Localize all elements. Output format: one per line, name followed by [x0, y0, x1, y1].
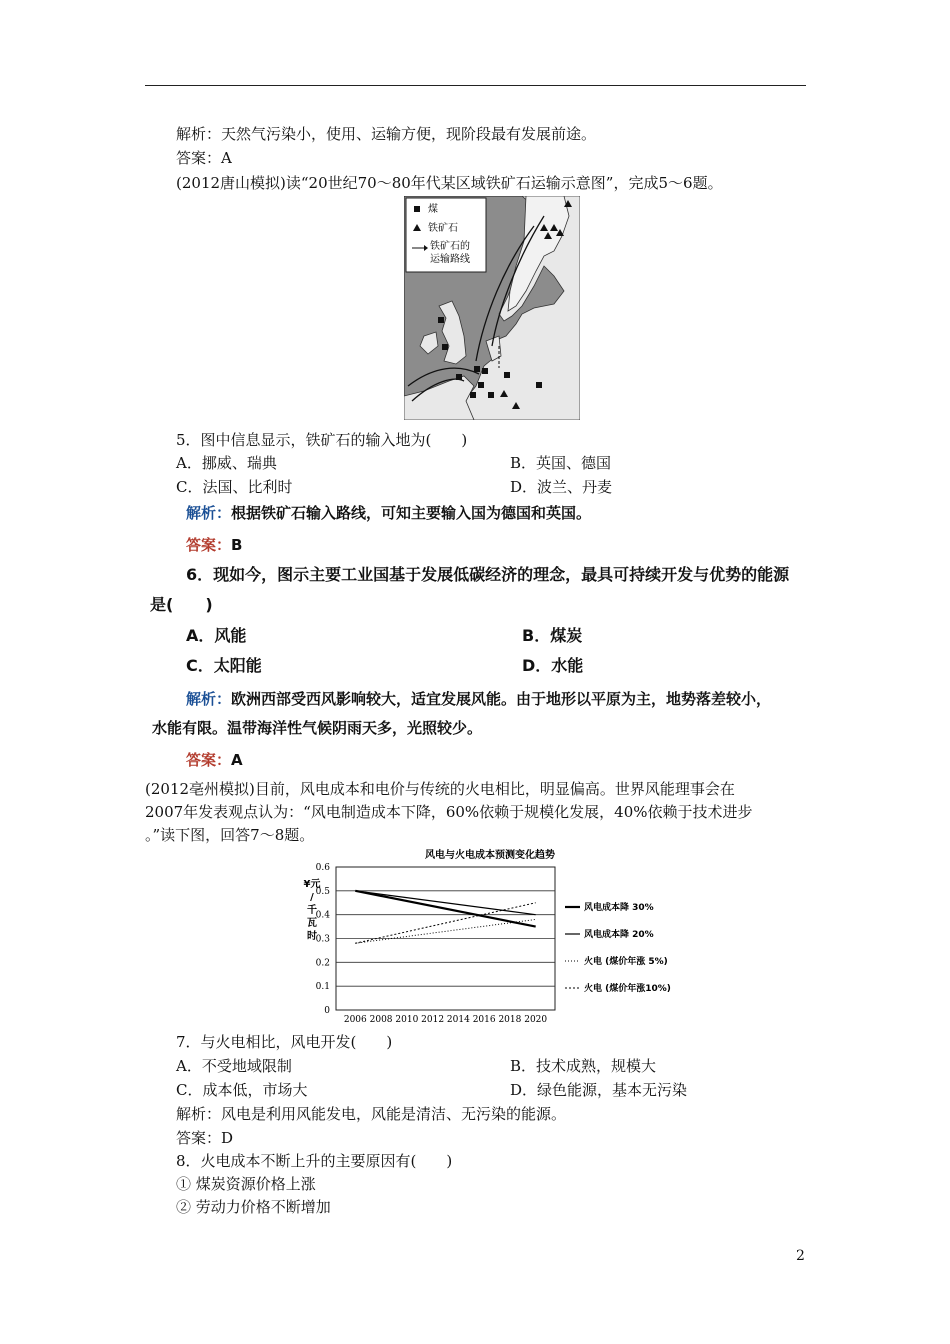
intro-q5-6: (2012唐山模拟)读“20世纪70～80年代某区域铁矿石运输示意图”，完成5～6题。: [176, 174, 723, 192]
question-5: 5．图中信息显示，铁矿石的输入地为( ): [176, 431, 468, 449]
y-label-char: 瓦: [307, 918, 317, 929]
q5-option-a: A．挪威、瑞典: [176, 454, 277, 472]
legend-label: 风电成本降 30%: [584, 903, 654, 913]
coal-marker: [536, 382, 542, 388]
y-label-char: 时: [307, 931, 317, 942]
coal-marker: [478, 382, 484, 388]
chart-title: 风电与火电成本预测变化趋势: [425, 850, 555, 861]
q5-explanation: [186, 503, 591, 523]
y-tick-label: 0.3: [315, 934, 330, 945]
y-tick-label: 0.4: [315, 910, 330, 921]
explanation-label: 解析：: [186, 690, 232, 708]
answer-label: 答案：: [186, 751, 232, 769]
answer-line: 答案：A: [176, 149, 232, 167]
explanation-label: 解析：: [186, 504, 232, 522]
y-tick-label: 0.6: [315, 863, 330, 873]
wind-vs-thermal-chart: [300, 845, 695, 1030]
legend-iron: 铁矿石: [428, 223, 458, 234]
chart-grid: [336, 867, 555, 1010]
coal-marker: [438, 317, 444, 323]
q6-option-c: C．太阳能: [186, 656, 262, 675]
q6-answer: [186, 750, 243, 770]
intro-q7-8-line3: 。”读下图，回答7～8题。: [145, 826, 315, 844]
y-tick-label: 0.5: [315, 886, 330, 897]
question-6-line1: 6．现如今，图示主要工业国基于发展低碳经济的理念，最具可持续开发与优势的能源: [186, 565, 790, 584]
q7-answer: 答案：D: [176, 1129, 234, 1147]
q6-answer-value: A: [231, 751, 243, 769]
x-tick-label: 2010: [395, 1015, 419, 1025]
x-tick-label: 2012: [421, 1015, 445, 1025]
q5-answer-value: B: [231, 536, 243, 554]
x-tick-label: 2014: [446, 1015, 470, 1025]
coal-marker: [470, 392, 476, 398]
q6-explanation-line2: 水能有限。温带海洋性气候阴雨天多，光照较少。: [152, 719, 483, 737]
legend-label: 火电 (煤价年涨10%): [584, 984, 671, 994]
q7-option-d: D．绿色能源，基本无污染: [510, 1081, 688, 1099]
question-8: 8．火电成本不断上升的主要原因有( ): [176, 1152, 453, 1170]
y-label-char: ¥元: [303, 879, 321, 890]
y-tick-label: 0.1: [315, 982, 330, 993]
legend-route-1: 铁矿石的: [430, 241, 470, 252]
series-line: [355, 891, 535, 915]
y-tick-label: 0: [324, 1006, 330, 1016]
question-6-line2: 是( ): [150, 595, 213, 614]
q7-option-a: A．不受地域限制: [176, 1057, 292, 1075]
legend-coal: 煤: [428, 204, 438, 215]
page-number: 2: [796, 1248, 805, 1264]
chart-xticks: [344, 1015, 548, 1025]
x-tick-label: 2018: [498, 1015, 522, 1025]
coal-marker: [456, 374, 462, 380]
coal-marker: [474, 366, 480, 372]
header-rule: [145, 85, 806, 86]
q5-option-b: B．英国、德国: [510, 454, 612, 472]
legend-label: 火电 (煤价年涨 5%): [584, 957, 668, 967]
q6-option-a: A．风能: [186, 626, 247, 645]
q6-explanation-text1: 欧洲西部受西风影响较大，适宜发展风能。由于地形以平原为主，地势落差较小，: [231, 690, 772, 708]
coal-marker: [482, 368, 488, 374]
q6-option-b: B．煤炭: [522, 626, 583, 645]
q7-option-c: C．成本低，市场大: [176, 1081, 308, 1099]
q7-option-b: B．技术成熟，规模大: [510, 1057, 657, 1075]
chart-series: [355, 891, 535, 943]
q5-explanation-text: 根据铁矿石输入路线，可知主要输入国为德国和英国。: [231, 504, 592, 522]
q6-explanation-line1: [186, 689, 771, 709]
coal-marker: [504, 372, 510, 378]
x-tick-label: 2006: [343, 1015, 367, 1025]
chart-yticks: [316, 863, 331, 1016]
y-label-char: 千: [307, 905, 317, 916]
x-tick-label: 2020: [524, 1015, 548, 1025]
intro-q7-8-line1: (2012亳州模拟)目前，风电成本和电价与传统的火电相比，明显偏高。世界风能理事会在: [145, 780, 735, 798]
y-tick-label: 0.2: [315, 958, 330, 969]
iron-ore-map: [404, 196, 580, 420]
coal-marker: [488, 392, 494, 398]
q5-option-c: C．法国、比利时: [176, 478, 293, 496]
chart-legend: [565, 901, 671, 994]
q5-answer: [186, 535, 242, 555]
answer-label: 答案：: [186, 536, 232, 554]
legend-label: 风电成本降 20%: [584, 930, 654, 940]
explanation-line: 解析：天然气污染小，使用、运输方便，现阶段最有发展前途。: [176, 125, 597, 143]
q5-option-d: D．波兰、丹麦: [510, 478, 613, 496]
legend-route-2: 运输路线: [430, 254, 470, 265]
question-7: 7．与火电相比，风电开发( ): [176, 1033, 393, 1051]
q6-option-d: D．水能: [522, 656, 584, 675]
intro-q7-8-line2: 2007年发表观点认为：“风电制造成本下降，60%依赖于规模化发展，40%依赖于技术进步: [145, 803, 753, 821]
q7-explanation: 解析：风电是利用风能发电，风能是清洁、无污染的能源。: [176, 1105, 567, 1123]
q8-item-1: ① 煤炭资源价格上涨: [176, 1175, 316, 1193]
x-tick-label: 2008: [369, 1015, 393, 1025]
coal-marker: [442, 344, 448, 350]
y-label-char: /: [310, 892, 314, 903]
q8-item-2: ② 劳动力价格不断增加: [176, 1198, 331, 1216]
x-tick-label: 2016: [472, 1015, 496, 1025]
